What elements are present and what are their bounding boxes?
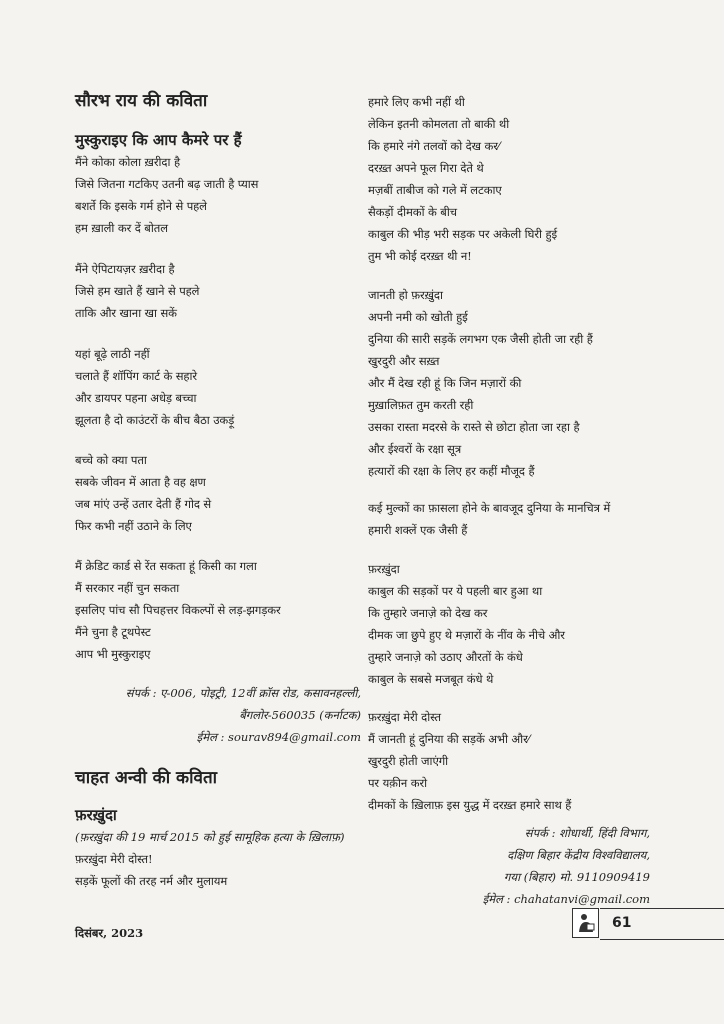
poem-line: दरख़्त अपने फूल गिरा देते थे: [368, 161, 484, 175]
poem2-title: फ़रख़ुंदा: [75, 806, 117, 824]
poem-line: हमारी शक्लें एक जैसी हैं: [368, 523, 468, 537]
poem-line: ताकि और खाना खा सकें: [75, 306, 177, 320]
poem-line: हत्यारों की रक्षा के लिए हर कहीं मौजूद हैं: [368, 464, 535, 478]
contact1-address: संपर्क : ए-006, पोइट्री, 12वीं क्रॉस रोड, कसावनहल्ली,: [125, 686, 361, 700]
poem-line: यहां बूढ़े लाठी नहीं: [75, 347, 150, 361]
poem-line: दुनिया की सारी सड़कें लगभग एक जैसी होती जा रही हैं: [368, 332, 593, 346]
poem-line: कि तुम्हारे जनाज़े को देख कर: [368, 606, 488, 620]
contact2-email: ईमेल : chahatanvi@gmail.com: [482, 892, 650, 906]
poem-line: फ़रख़ुंदा: [368, 562, 400, 576]
poem-line: जिसे जितना गटकिए उतनी बढ़ जाती है प्यास: [75, 177, 259, 191]
poem-line: खुरदुरी होती जाएंगी: [368, 754, 449, 768]
poem-line: तुम्हारे जनाज़े को उठाए औरतों के कंधे: [368, 650, 523, 664]
footer-rule-top: [600, 908, 724, 909]
magazine-logo-icon: [572, 908, 599, 938]
poem-line: दीमक जा छुपे हुए थे मज़ारों के नींव के नीचे और: [368, 628, 565, 642]
poem-line: मैंने चुना है टूथपेस्ट: [75, 625, 151, 639]
poem-line: सबके जीवन में आता है वह क्षण: [75, 475, 206, 489]
poem-line: मज़बीं ताबीज को गले में लटकाए: [368, 183, 502, 197]
poem-line: और मैं देख रही हूं कि जिन मज़ारों की: [368, 376, 522, 390]
poem-line: बशर्ते कि इसके गर्म होने से पहले: [75, 199, 207, 213]
poem-line: जानती हो फ़रख़ुंदा: [368, 288, 443, 302]
poem-line: मैंने ऐपिटायज़र ख़रीदा है: [75, 262, 175, 276]
poem-line: झूलता है दो काउंटरों के बीच बैठा उकड़ूं: [75, 413, 235, 427]
poem-line: मुख़ालिफ़त तुम करती रही: [368, 398, 474, 412]
poem-line: मैं जानती हूं दुनिया की सड़कें अभी और⁄: [368, 732, 530, 746]
poem-line: लेकिन इतनी कोमलता तो बाकी थी: [368, 117, 510, 131]
poet1-heading: सौरभ राय की कविता: [75, 91, 208, 111]
poem-line: फिर कभी नहीं उठाने के लिए: [75, 519, 192, 533]
poem-line: फ़रख़ुंदा मेरी दोस्त!: [75, 852, 153, 866]
poem-line: अपनी नमी को खोती हुई: [368, 310, 468, 324]
poem-line: मैं क्रेडिट कार्ड से रेंत सकता हूं किसी का गला: [75, 559, 257, 573]
poem-line: जिसे हम खाते हैं खाने से पहले: [75, 284, 200, 298]
poem-line: खुरदुरी और सख़्त: [368, 354, 440, 368]
poem-line: बच्चे को क्या पता: [75, 453, 147, 467]
poet2-heading: चाहत अन्वी की कविता: [75, 768, 218, 788]
poem-line: उसका रास्ता मदरसे के रास्ते से छोटा होता जा रहा है: [368, 420, 580, 434]
poem-line: और ईश्वरों के रक्षा सूत्र: [368, 442, 462, 456]
poem-line: काबुल की सड़कों पर ये पहली बार हुआ था: [368, 584, 543, 598]
poem-line: काबुल की भीड़ भरी सड़क पर अकेली घिरी हुई: [368, 227, 558, 241]
contact2-university: दक्षिण बिहार केंद्रीय विश्वविद्यालय,: [507, 848, 650, 862]
poem-line: सड़कें फूलों की तरह नर्म और मुलायम: [75, 874, 228, 888]
poem-line: मैं सरकार नहीं चुन सकता: [75, 581, 180, 595]
poem-line: दीमकों के ख़िलाफ़ इस युद्ध में दरख़्त हमारे साथ हैं: [368, 798, 572, 812]
poem-line: जब मांएं उन्हें उतार देती हैं गोद से: [75, 497, 212, 511]
contact2-phone: गया (बिहार) मो. 9110909419: [503, 870, 650, 884]
poem2-subtitle: (फ़रख़ुंदा की 19 मार्च 2015 को हुई सामूहिक हत्या के ख़िलाफ़): [75, 830, 345, 844]
poem-line: हमारे लिए कभी नहीं थी: [368, 95, 465, 109]
poem-line: कई मुल्कों का फ़ासला होने के बावजूद दुनिया के मानचित्र में: [368, 501, 611, 515]
poem-line: हम ख़ाली कर दें बोतल: [75, 221, 168, 235]
poem-line: कि हमारे नंगे तलवों को देख कर⁄: [368, 139, 500, 153]
contact1-city: बैंगलोर-560035 (कर्नाटक): [239, 708, 361, 722]
poem-line: और डायपर पहना अधेड़ बच्चा: [75, 391, 197, 405]
poem-line: मैंने कोका कोला ख़रीदा है: [75, 155, 180, 169]
poem-line: चलाते हैं शॉपिंग कार्ट के सहारे: [75, 369, 198, 383]
contact2-dept: संपर्क : शोधार्थी, हिंदी विभाग,: [524, 826, 650, 840]
footer-date: दिसंबर, 2023: [75, 926, 144, 940]
contact1-email: ईमेल : sourav894@gmail.com: [196, 730, 361, 744]
page-number: 61: [612, 915, 632, 931]
poem-line: आप भी मुस्कुराइए: [75, 647, 151, 661]
footer-rule-bottom: [600, 939, 724, 940]
poem-line: तुम भी कोई दरख़्त थी न!: [368, 249, 472, 263]
poem-line: पर यक़ीन करो: [368, 776, 428, 790]
poem-line: सैकड़ों दीमकों के बीच: [368, 205, 457, 219]
poem-line: इसलिए पांच सौ पिचहत्तर विकल्पों से लड़-झगड़कर: [75, 603, 281, 617]
poem1-title: मुस्कुराइए कि आप कैमरे पर हैं: [75, 131, 242, 149]
poem-line: काबुल के सबसे मजबूत कंधे थे: [368, 672, 494, 686]
poem-line: फ़रख़ुंदा मेरी दोस्त: [368, 710, 441, 724]
